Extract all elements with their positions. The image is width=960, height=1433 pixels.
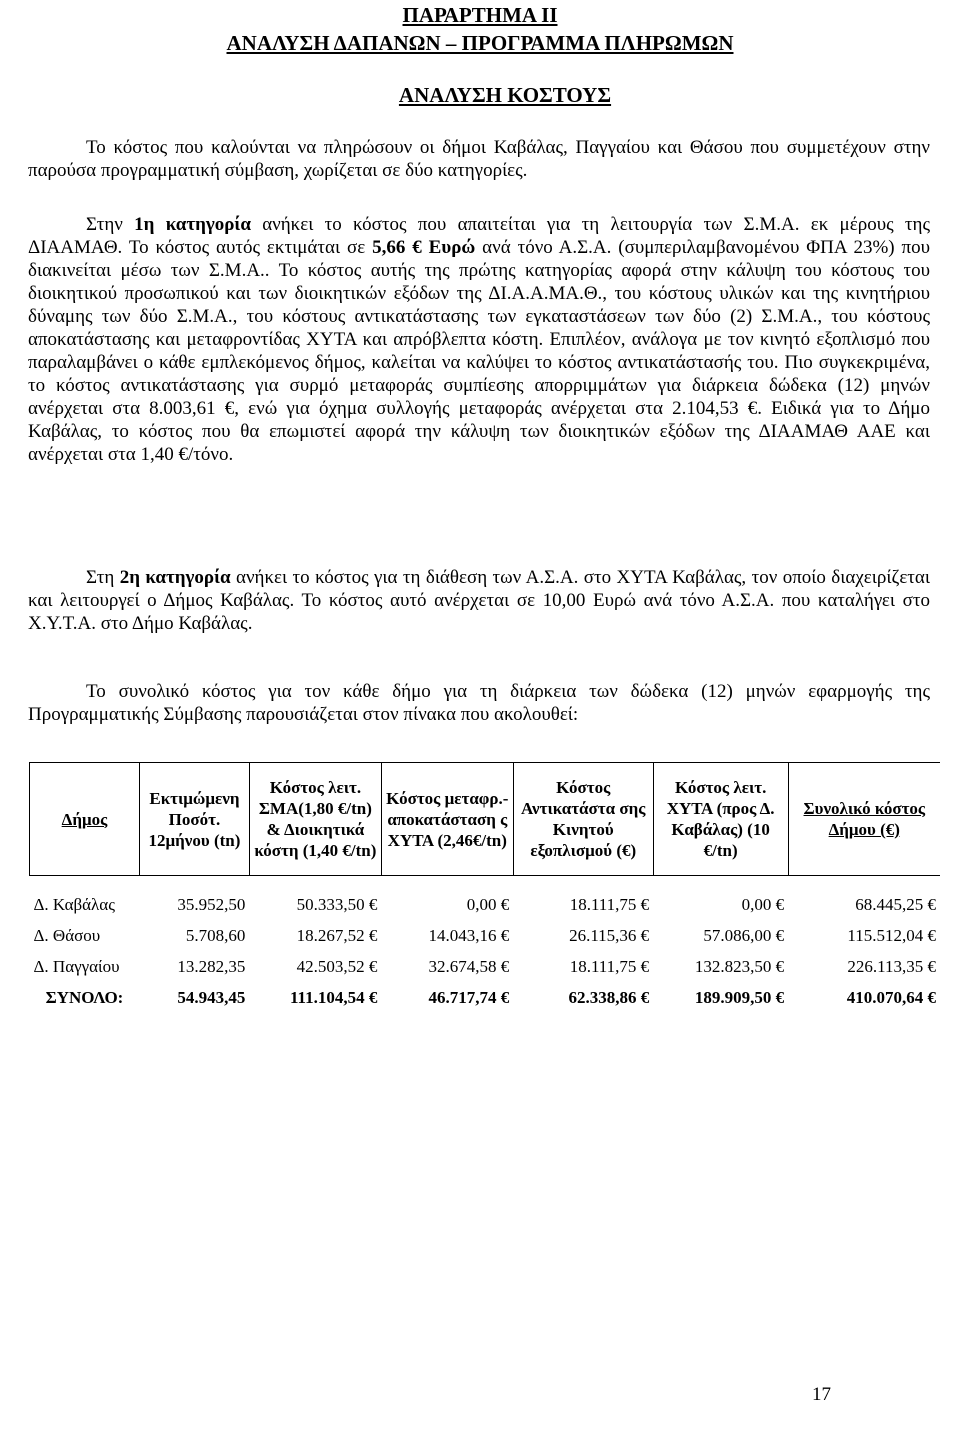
category-1-paragraph (28, 213, 930, 466)
total-landfill-cost: 189.909,50 € (694, 988, 785, 1007)
cost-table (29, 762, 940, 1008)
total-transfer-cost: 46.717,74 € (428, 988, 510, 1007)
total-overall-cost: 410.070,64 € (846, 988, 936, 1007)
table-total-row (30, 977, 941, 1008)
table-row (30, 876, 941, 916)
cell-quantity: 35.952,50 (177, 895, 246, 914)
total-equipment-cost: 62.338,86 € (568, 988, 650, 1007)
cell-transfer-cost: 32.674,58 € (428, 957, 510, 976)
table-row (30, 915, 941, 946)
header-total-cost: Συνολικό κόστος Δήμου (€) (788, 763, 940, 876)
page-number: 17 (812, 1384, 831, 1405)
cell-landfill-cost: 57.086,00 € (703, 926, 785, 945)
cell-municipality: Δ. Καβάλας (33, 895, 115, 914)
cat1-prefix: Στην (86, 214, 135, 235)
total-label: ΣΥΝΟΛΟ: (45, 988, 124, 1007)
cat2-prefix: Στη (86, 567, 120, 588)
cell-quantity: 13.282,35 (177, 957, 246, 976)
header-quantity: Εκτιμώμενη Ποσότ. 12μήνου (tn) (139, 763, 249, 876)
table-header-row (30, 763, 941, 876)
cat1-text-b: ανά τόνο Α.Σ.Α. (συμπεριλαμβανομένου ΦΠΑ 23%) που διακινείται μέσω των Σ.Μ.Α.. Το κόστος αυτής της πρώτης κατηγορίας αφορά στην κάλυψη του κόστους του διοικητικού προσωπικού και των διοικητικών εξόδων της ΔΙ.Α.Α.ΜΑ.Θ., του κόστους υλικών και της κινητήριου δύναμης των δύο Σ.Μ.Α., του κόστους αντικατάστασης των εγκαταστάσεων των δύο (2) Σ.Μ.Α., του κόστους αποκατάστασης και μεταφροντίδας ΧΥΤΑ και απρόβλεπτα κόστη. Επιπλέον, ανάλογα με τον κινητό εξοπλισμό που παραλαμβάνει ο κάθε εμπλεκόμενος δήμος, καλείται να καλύψει το κόστος αντικατάστασής του. Πιο συγκεκριμένα, το κόστος αντικατάστασης για συρμό μεταφοράς συμπίεσης απορριμμάτων για διάρκεια δώδεκα (12) μηνών ανέρχεται στα 8.003,61 €, ενώ για όχημα συλλογής μεταφοράς ανέρχεται στα 2.104,53 €. Ειδικά για το Δήμο Καβάλας, το κόστος που θα επωμιστεί αφορά την κάλυψη των διοικητικών εξόδων της ΔΙΑΑΜΑΘ ΑΑΕ και ανέρχεται στα 1,40 €/τόνο. (28, 237, 931, 465)
intro-text: Το κόστος που καλούνται να πληρώσουν οι δήμοι Καβάλας, Παγγαίου και Θάσου που συμμετέχουν στην παρούσα προγραμματική σύμβαση, χωρίζεται σε δύο κατηγορίες. (28, 137, 930, 181)
total-sma-cost: 111.104,54 € (289, 988, 378, 1007)
table-row (30, 946, 941, 977)
header-sma-cost: Κόστος λειτ. ΣΜΑ(1,80 €/tn) & Διοικητικά κόστη (1,40 €/tn) (249, 763, 381, 876)
cell-transfer-cost: 14.043,16 € (428, 926, 510, 945)
cat1-price: 5,66 € Ευρώ (372, 237, 476, 258)
cell-municipality: Δ. Θάσου (33, 926, 101, 945)
cell-sma-cost: 42.503,52 € (296, 957, 378, 976)
cat1-text-a: ανήκει το κόστος που απαιτείται για τη λειτουργία των Σ.Μ.Α. εκ μέρους της ΔΙΑΑΜΑΘ. Το κόστος αυτός εκτιμάται σε (28, 214, 930, 258)
header-equipment-cost: Κόστος Αντικατάστα σης Κινητού εξοπλισμού (€) (513, 763, 653, 876)
cell-sma-cost: 50.333,50 € (296, 895, 378, 914)
header-landfill-cost: Κόστος λειτ. ΧΥΤΑ (προς Δ. Καβάλας) (10 €/tn) (653, 763, 788, 876)
header-transfer-cost: Κόστος μεταφρ.-αποκατάσταση ς ΧΥΤΑ (2,46€/tn) (381, 763, 513, 876)
cell-quantity: 5.708,60 (185, 926, 246, 945)
section-title: ΑΝΑΛΥΣΗ ΚΟΣΤΟΥΣ (398, 83, 612, 107)
cell-equipment-cost: 26.115,36 € (569, 926, 650, 945)
document-subtitle: ΑΝΑΛΥΣΗ ΔΑΠΑΝΩΝ – ΠΡΟΓΡΑΜΜΑ ΠΛΗΡΩΜΩΝ (226, 31, 734, 55)
cat2-text: ανήκει το κόστος για τη διάθεση των Α.Σ.Α. στο ΧΥΤΑ Καβάλας, τον οποίο διαχειρίζεται και λειτουργεί ο Δήμος Καβάλας. Το κόστος αυτό ανέρχεται σε 10,00 Ευρώ ανά τόνο Α.Σ.Α. που καταλήγει στο Χ.Υ.Τ.Α. στο Δήμο Καβάλας. (28, 567, 930, 634)
category-2-paragraph (28, 566, 930, 635)
cell-total-cost: 226.113,35 € (847, 957, 936, 976)
cat1-label: 1η κατηγορία (134, 214, 251, 235)
cell-equipment-cost: 18.111,75 € (569, 895, 650, 914)
cell-transfer-cost: 0,00 € (466, 895, 510, 914)
summary-paragraph (28, 680, 930, 726)
cell-total-cost: 115.512,04 € (847, 926, 936, 945)
cell-landfill-cost: 0,00 € (741, 895, 785, 914)
cat2-label: 2η κατηγορία (119, 567, 231, 588)
intro-paragraph (28, 136, 930, 182)
summary-text: Το συνολικό κόστος για τον κάθε δήμο για τη διάρκεια των δώδεκα (12) μηνών εφαρμογής της Προγραμματικής Σύμβασης παρουσιάζεται στον πίνακα που ακολουθεί: (28, 681, 930, 725)
cell-municipality: Δ. Παγγαίου (33, 957, 120, 976)
total-quantity: 54.943,45 (177, 988, 246, 1007)
cell-landfill-cost: 132.823,50 € (694, 957, 785, 976)
cell-total-cost: 68.445,25 € (855, 895, 936, 914)
cell-equipment-cost: 18.111,75 € (569, 957, 650, 976)
header-municipality: Δήμος (30, 763, 140, 876)
annex-title: ΠΑΡΑΡΤΗΜΑ ΙΙ (402, 3, 558, 27)
cell-sma-cost: 18.267,52 € (296, 926, 378, 945)
